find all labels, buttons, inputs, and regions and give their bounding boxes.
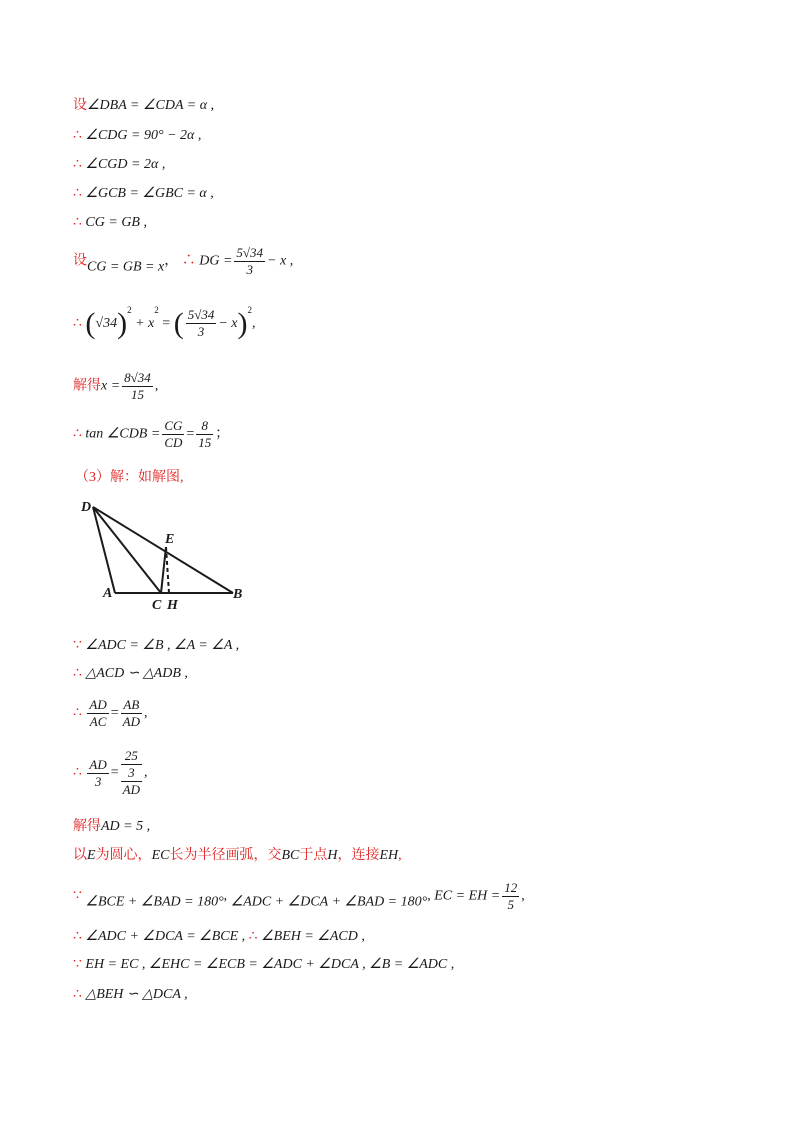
numerator-bottom: 3: [121, 765, 142, 782]
equation: ∠DBA = ∠CDA = α ,: [87, 98, 215, 113]
geometry-figure: [75, 495, 265, 615]
part-3-header: （3）解：如解图,: [75, 470, 184, 485]
point-H: H: [327, 848, 338, 863]
equation: ∠B = ∠ADC ,: [369, 957, 455, 972]
denominator: 3: [246, 262, 253, 277]
line-3: [73, 155, 165, 175]
numerator: 8√34: [124, 370, 151, 385]
line-10: [73, 636, 239, 656]
equals: =: [186, 426, 195, 442]
comma: ,: [144, 705, 148, 721]
numerator: 5√34: [236, 245, 264, 260]
prefix: 设: [73, 98, 87, 113]
fraction: [87, 757, 108, 790]
numerator: 8: [196, 418, 213, 435]
equation-rhs: − x ,: [267, 253, 294, 269]
comma: ,: [223, 888, 228, 904]
denominator: 3: [197, 324, 205, 340]
because-symbol: ∵: [73, 888, 82, 904]
because-symbol: ∵: [73, 957, 82, 972]
equation: ∠CDG = 90° − 2α ,: [85, 128, 202, 143]
equation: ∠CGD = 2α ,: [85, 157, 166, 172]
line-18: [73, 955, 454, 975]
label-E: E: [165, 532, 175, 547]
fraction: [162, 418, 184, 451]
because-symbol: ∵: [73, 638, 82, 653]
equation: △BEH ∽ △DCA ,: [85, 987, 188, 1002]
label-B: B: [233, 587, 243, 602]
comma: ,: [144, 765, 148, 781]
denominator: AD: [122, 714, 141, 729]
text: 为圆心，: [95, 848, 152, 863]
line-14: [73, 817, 150, 837]
line-15: [73, 846, 402, 866]
line-17: [73, 927, 365, 947]
equation-lhs: x =: [101, 378, 121, 394]
therefore-symbol: ∴: [73, 987, 82, 1002]
equation: CG = GB ,: [85, 215, 147, 230]
denominator: AD: [122, 782, 141, 797]
equation: ∠BEH = ∠ACD ,: [261, 929, 365, 944]
equation: ∠EHC = ∠ECB = ∠ADC + ∠DCA ,: [148, 957, 366, 972]
equals: =: [162, 316, 171, 331]
numerator: CG: [164, 418, 183, 433]
therefore-symbol: ∴: [73, 929, 82, 944]
line-9: [73, 418, 229, 451]
equation-lhs: DG =: [199, 253, 233, 269]
comma: ,: [398, 848, 402, 863]
denominator: AC: [89, 714, 107, 729]
comma: ,: [521, 888, 525, 904]
fraction: [121, 697, 142, 730]
exponent: 2: [154, 305, 159, 315]
term: + x: [135, 316, 155, 331]
denominator: CD: [164, 435, 183, 450]
therefore-symbol: ∴: [73, 705, 82, 721]
therefore-symbol: ∴: [73, 215, 82, 230]
exponent: 2: [127, 305, 132, 315]
denominator: 3: [94, 773, 102, 789]
segment-BC: BC: [281, 848, 300, 863]
segment-EH: EH: [379, 848, 399, 863]
segment-EC: EC: [151, 848, 170, 863]
therefore-symbol: ∴: [73, 128, 82, 143]
equation: ∠ADC + ∠DCA = ∠BCE ,: [85, 929, 246, 944]
numerator: AB: [121, 697, 142, 714]
line-13: [73, 748, 148, 798]
label-D: D: [81, 500, 92, 515]
numerator: 12: [504, 880, 518, 895]
text: 于点: [299, 848, 328, 863]
equals: =: [110, 705, 119, 721]
numerator: 5√34: [187, 307, 215, 323]
exponent: 2: [247, 305, 252, 315]
equation: ∠GCB = ∠GBC = α ,: [85, 186, 214, 201]
text: 以: [73, 848, 87, 863]
equals: =: [110, 765, 119, 781]
therefore-symbol: ∴: [248, 929, 258, 944]
text: ，连接: [337, 848, 380, 863]
prefix: 解得: [73, 378, 101, 394]
semicolon: ；: [215, 426, 230, 442]
separator: ，: [164, 253, 179, 269]
line-11: [73, 664, 188, 684]
therefore-symbol: ∴: [73, 186, 82, 201]
numerator: AD: [89, 756, 107, 772]
line-8: [73, 370, 158, 403]
therefore-symbol: ∴: [181, 253, 196, 269]
equation: ∠BCE + ∠BAD = 180°: [85, 894, 224, 910]
numerator-top: 25: [121, 748, 142, 765]
line-16: [73, 880, 525, 913]
term: − x: [218, 316, 238, 331]
equation-lhs: tan ∠CDB =: [85, 426, 161, 442]
line-12: [73, 697, 148, 730]
therefore-symbol: ∴: [73, 426, 82, 442]
equation: ∠ADC = ∠B , ∠A = ∠A ,: [85, 638, 240, 653]
fraction: [502, 880, 519, 913]
label-H: H: [167, 598, 178, 613]
prefix: 设: [73, 253, 87, 269]
label-C: C: [152, 598, 162, 613]
therefore-symbol: ∴: [73, 316, 82, 331]
therefore-symbol: ∴: [73, 666, 82, 681]
line-7: ∴ $(√34)^2 + x^2$ = ( $\frac{5√34}{3}$ − x)$^2$,: [73, 305, 256, 340]
therefore-symbol: ∴: [73, 157, 82, 172]
numerator: AD: [89, 697, 107, 712]
fraction: [196, 418, 213, 451]
fraction: [186, 307, 217, 340]
fraction: [234, 245, 265, 278]
line-6: [73, 245, 293, 278]
line-4: [73, 184, 214, 204]
segment-CE: [161, 547, 166, 593]
equation: CG = GB = x: [87, 259, 165, 275]
fraction: [122, 370, 153, 403]
compound-fraction: [121, 748, 142, 798]
equation: EC = EH =: [434, 888, 501, 904]
sqrt-term: √34: [95, 316, 118, 331]
fraction: [87, 697, 108, 730]
denominator: 15: [198, 435, 212, 450]
label-A: A: [103, 586, 113, 601]
prefix: 解得: [73, 819, 101, 834]
denominator: 15: [130, 387, 144, 402]
comma: ,: [154, 378, 159, 394]
text: 长为半径画弧，交: [169, 848, 282, 863]
comma: ,: [427, 888, 431, 904]
line-1: [73, 96, 214, 116]
comma: ,: [252, 316, 256, 331]
denominator: 5: [507, 897, 514, 912]
equation: △ACD ∽ △ADB ,: [85, 666, 188, 681]
line-5: [73, 213, 147, 233]
equation: AD = 5 ,: [101, 819, 151, 834]
equation: ∠ADC + ∠DCA + ∠BAD = 180°: [230, 894, 428, 910]
line-19: [73, 985, 188, 1005]
equation: EH = EC ,: [85, 957, 146, 972]
point-E: E: [87, 848, 96, 863]
therefore-symbol: ∴: [73, 765, 82, 781]
line-2: [73, 126, 201, 146]
